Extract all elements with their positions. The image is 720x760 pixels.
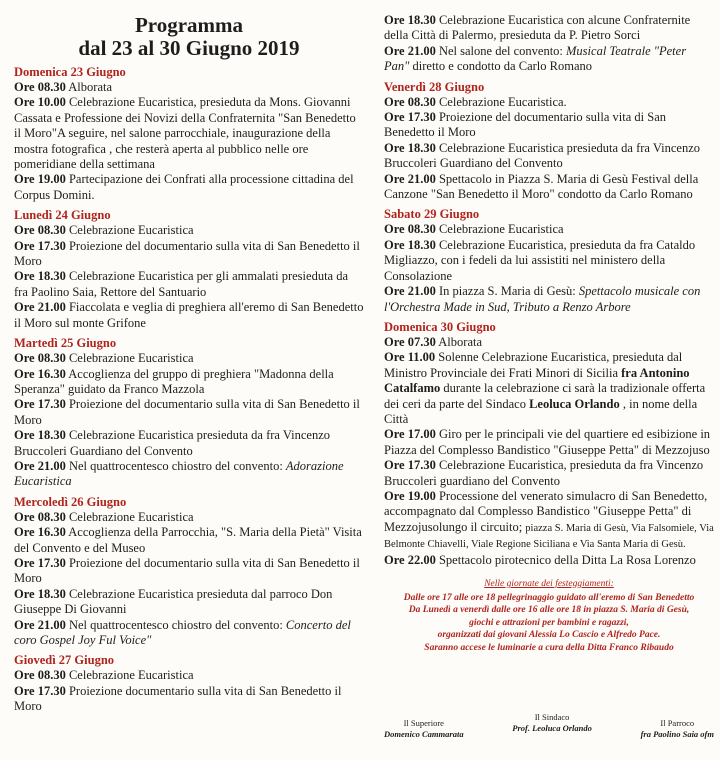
event-italic: Adorazione Eucaristica [14,458,344,489]
event-text: Celebrazione Eucaristica [68,668,194,683]
event-text: Celebrazione Eucaristica per gli ammalati presieduta da fra Paolino Saia, Rettore del Santuario [14,269,349,299]
day-block [384,320,714,568]
left-column [14,0,364,715]
event-text: Processione del venerato simulacro di San Benedetto, accompagnato dal Complesso Bandistico "Giuseppe Petta" di Mezzojusolungo il circuito; [384,488,708,534]
day-heading: Giovedì 27 Giugno [14,653,115,668]
event-text: Celebrazione Eucaristica presieduta dal parroco Don Giuseppe Di Giovanni [14,586,333,617]
event-item [14,668,364,683]
day-heading: Venerdì 28 Giugno [384,79,485,94]
signatures [384,712,714,740]
day-block [14,495,364,649]
event-item [384,335,714,350]
event-text: Nel quattrocentesco chiostro del convento: [68,458,283,473]
event-time: Ore 18.30 [384,237,436,252]
event-text: Fiaccolata e veglia di preghiera all'eremo di San Benedetto il Moro sul monte Grifone [14,300,364,330]
event-item [14,525,364,556]
event-item [384,284,714,315]
event-text: Celebrazione Eucaristica [438,222,564,237]
note-line: giochi e attrazioni per bambini e ragazzi, [469,617,629,628]
event-text: Accoglienza della Parrocchia, "S. Maria della Pietà" Visita del Convento e del Museo [14,525,362,555]
event-italic: Concerto del coro Gospel Joy Ful Voice" [14,617,351,647]
day-block [14,65,364,203]
event-text: Alborata [68,80,113,94]
event-time: Ore 08.30 [14,351,66,366]
event-item [384,458,714,489]
event-item [14,428,364,459]
day-block [14,208,364,331]
signature-name: fra Paolino Saia ofm [640,729,714,739]
signature-role: Il Parroco [660,718,695,728]
note-heading: Nelle giornate dei festeggiamenti: [484,579,614,589]
event-text: Accoglienza del gruppo di preghiera "Madonna della Speranza" guidato da Franco Mazzola [14,366,334,396]
event-time: Ore 18.30 [14,428,66,443]
event-time: Ore 17.30 [384,110,436,125]
event-text: Proiezione documentario sulla vita di San Benedetto il Moro [14,683,342,714]
day-heading: Lunedì 24 Giugno [14,208,111,223]
event-text: Celebrazione Eucaristica, presieduta da fra Vincenzo Bruccoleri guardiano del Convento [384,458,704,488]
right-column [384,8,714,654]
day-block [14,653,364,714]
day-block [384,207,714,314]
event-italic: Musical Teatrale "Peter Pan" [384,43,687,74]
event-time: Ore 10.00 [14,95,66,110]
event-item [384,238,714,284]
event-text: Celebrazione Eucaristica, presieduta da fra Cataldo Migliazzo, con i fedeli da lui assistiti nel ministero della Consolazione [384,237,696,283]
event-item [384,553,714,568]
event-time: Ore 08.30 [14,80,66,94]
event-time: Ore 22.00 [384,552,436,567]
event-item [14,95,364,172]
event-time: Ore 18.30 [384,13,436,27]
event-item [384,110,714,141]
event-text: Celebrazione Eucaristica presieduta da fra Vincenzo Bruccoleri Guardiano del Convento [14,428,331,458]
event-item [14,684,364,715]
event-text: Nel quattrocentesco chiostro del convento: [68,617,283,632]
event-text: Celebrazione Eucaristica con alcune Confraternite della Città di Palermo, presieduta da P. Pietro Sorci [384,13,691,43]
note-line: Saranno accese le luminarie a cura della Ditta Franco Ribaudo [424,642,674,653]
day-block [384,80,714,203]
event-time: Ore 08.30 [384,222,436,237]
event-text: Celebrazione Eucaristica. [438,94,567,109]
note-line: Dalle ore 17 alle ore 18 pellegrinaggio guidato all'eremo di San Benedetto [403,592,695,603]
event-bold: fra Antonino Catalfamo [384,365,690,396]
event-text: Proiezione del documentario sulla vita di San Benedetto il Moro [384,110,666,140]
event-item [14,80,364,95]
event-italic: Spettacolo musicale con l'Orchestra Made in Sud, Tributo a Renzo Arbore [384,284,701,314]
event-item [14,618,364,649]
event-item [384,44,714,75]
event-item [14,172,364,203]
event-time: Ore 21.00 [14,458,66,473]
event-text: Alborata [438,334,483,349]
page-title [14,0,364,60]
event-time: Ore 19.00 [384,488,436,503]
signature-role: Il Superiore [403,718,444,728]
event-item [384,13,714,44]
right-schedule [384,13,714,568]
event-time: Ore 08.30 [14,668,66,683]
note-line: Da Lunedì a venerdì dalle ore 16 alle ore 18 in piazza S. Maria di Gesù, [408,605,690,615]
day-heading: Domenica 23 Giugno [14,65,126,79]
event-item [384,95,714,110]
day-block [14,336,364,490]
title-line-1: Programma [134,13,244,37]
event-after: diretto e condotto da Carlo Romano [412,59,592,74]
event-item [14,556,364,587]
event-item [384,172,714,203]
signature-name: Domenico Cammarata [384,729,464,739]
event-text: Partecipazione dei Confrati alla processione cittadina del Corpus Domini. [14,172,354,202]
event-after2: , in nome della Città [384,396,698,426]
event-item [384,350,714,427]
event-item [14,510,364,525]
event-item [14,269,364,300]
day-heading: Sabato 29 Giugno [384,207,480,222]
day-heading: Mercoledì 26 Giugno [14,494,127,509]
signature-role: Il Sindaco [534,712,570,722]
event-text: Giro per le principali vie del quartiere ed esibizione in Piazza del Complesso Bandistico "Giuseppe Petta" di Mezzojuso [384,427,711,457]
event-time: Ore 21.00 [384,171,436,186]
signature-parroco [641,718,714,740]
event-time: Ore 21.00 [14,617,66,632]
event-text: Spettacolo pirotecnico della Ditta La Rosa Lorenzo [438,552,696,567]
event-text: Proiezione del documentario sulla vita di San Benedetto il Moro [14,555,360,586]
event-text: Spettacolo in Piazza S. Maria di Gesù Festival della Canzone "San Benedetto il Moro" condotto da Carlo Romano [384,171,699,202]
event-text: Nel salone del convento: [438,43,563,58]
event-text: Proiezione del documentario sulla vita di San Benedetto il Moro [14,238,360,269]
event-text: Proiezione del documentario sulla vita di San Benedetto il Moro [14,397,360,427]
event-time: Ore 08.30 [14,509,66,524]
event-item [14,239,364,270]
left-schedule [14,65,364,715]
event-item [14,223,364,238]
event-item [14,300,364,331]
event-bold2: Leoluca Orlando [529,396,620,411]
event-time: Ore 18.30 [14,586,66,601]
event-time: Ore 17.30 [384,458,436,473]
event-time: Ore 17.00 [384,427,436,442]
event-item [384,427,714,458]
event-time: Ore 18.30 [384,140,436,155]
event-item [14,397,364,428]
event-time: Ore 11.00 [384,350,436,365]
event-small: piazza S. Maria di Gesù, Via Falsomiele, Via Belmonte Chiavelli, Viale Regione Siciliana e Via Santa Maria di Gesù. [384,522,714,551]
signature-sindaco [512,712,592,740]
event-item [384,141,714,172]
event-time: Ore 08.30 [384,94,436,109]
day-heading: Martedì 25 Giugno [14,336,117,351]
signature-name: Prof. Leoluca Orlando [512,723,592,733]
festivities-note [384,578,714,654]
event-time: Ore 18.30 [14,269,66,284]
event-after: durante la celebrazione ci sarà la tradizionale offerta dei ceri da parte del Sindaco [384,381,706,411]
event-time: Ore 21.00 [384,43,436,58]
event-text: Celebrazione Eucaristica, presieduta da Mons. Giovanni Cassata e Professione dei Novizi della Confraternita "San Benedetto il Moro"A seguire, nel salone parrocchiale, inaugurazione della mostra fotografica , che resterà aperta al pubblico nelle ore pomeridiane della settimana [14,95,356,172]
event-time: Ore 17.30 [14,683,66,698]
note-line: organizzati dai giovani Alessia Lo Cascio e Alfredo Pace. [437,630,661,640]
event-time: Ore 07.30 [384,334,436,349]
event-time: Ore 16.30 [14,366,66,381]
event-item [384,222,714,237]
event-time: Ore 17.30 [14,397,66,412]
event-text: Celebrazione Eucaristica [68,509,194,524]
event-time: Ore 17.30 [14,238,66,253]
event-text: Solenne Celebrazione Eucaristica, presieduta dal Ministro Provinciale dei Frati Minori di Sicilia [384,350,683,380]
event-item [14,459,364,490]
event-time: Ore 21.00 [14,300,66,315]
title-line-2: dal 23 al 30 Giugno 2019 [78,36,300,60]
note-lines [384,592,714,655]
event-time: Ore 21.00 [384,284,436,299]
event-item [14,351,364,366]
event-item [384,489,714,553]
event-time: Ore 16.30 [14,525,66,540]
event-time: Ore 19.00 [14,172,66,187]
event-time: Ore 17.30 [14,555,66,570]
event-text: In piazza S. Maria di Gesù: [438,284,576,299]
event-item [14,367,364,398]
event-text: Celebrazione Eucaristica [68,223,194,238]
event-text: Celebrazione Eucaristica presieduta da fra Vincenzo Bruccoleri Guardiano del Convento [384,140,701,171]
event-item [14,587,364,618]
event-text: Celebrazione Eucaristica [68,351,194,366]
event-time: Ore 08.30 [14,223,66,238]
day-heading: Domenica 30 Giugno [384,319,496,334]
signature-superiore [384,718,464,740]
day-block [384,13,714,75]
